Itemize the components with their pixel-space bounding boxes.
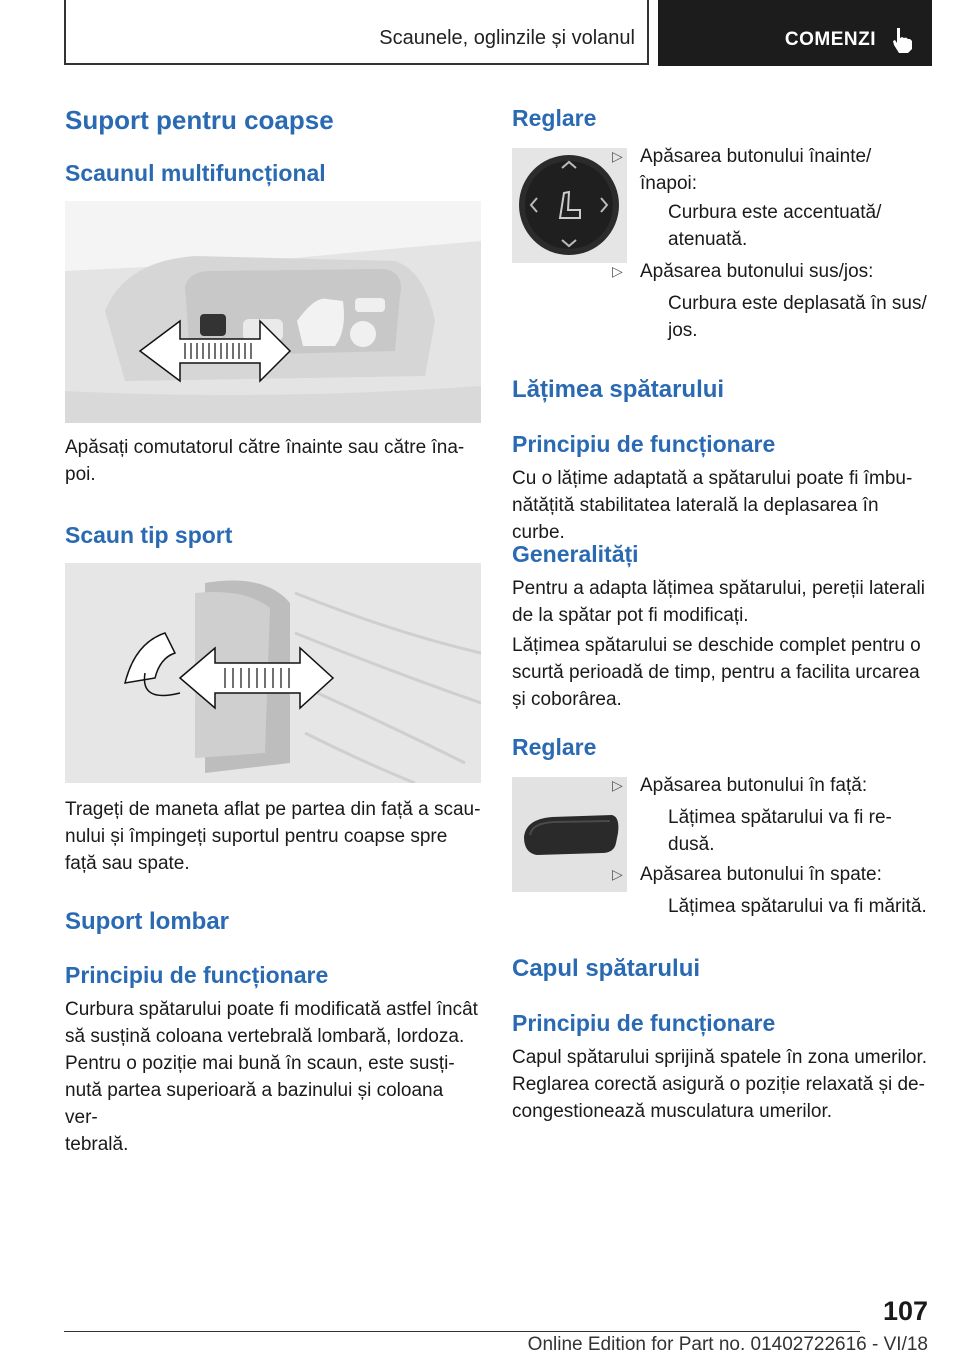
header-section-title: Scaunele, oglinzile și volanul xyxy=(379,27,635,49)
heading-adjust-lumbar: Reglare xyxy=(512,105,597,131)
step-press-back-result: Lățimea spătarului va fi mărită. xyxy=(668,896,927,917)
width-switch-image xyxy=(512,777,627,892)
step-press-front-result: Lățimea spătarului va fi re- dusă. xyxy=(668,807,892,855)
triangle-right-icon: ▷ xyxy=(612,148,623,164)
headrest-principle-text: Capul spătarului sprijină spatele în zona umerilor. Reglarea corectă asigură o poziție relaxată și de- congestionează musculatura umerilor. xyxy=(512,1047,928,1122)
step-forward-back: ▷ Apăsarea butonului înainte/ înapoi: xyxy=(640,143,930,197)
multifunction-seat-image xyxy=(65,201,481,423)
heading-headrest-principle: Principiu de funcționare xyxy=(512,1010,776,1036)
sport-seat-image xyxy=(65,563,481,783)
step-forward-back-result: Curbura este accentuată/ atenuată. xyxy=(668,202,882,250)
step-up-down: ▷ Apăsarea butonului sus/jos: xyxy=(640,258,930,285)
header-chapter-box xyxy=(658,0,932,66)
triangle-right-icon: ▷ xyxy=(612,263,623,279)
heading-lumbar-support: Suport lombar xyxy=(65,908,230,935)
step-up-down-result: Curbura este deplasată în sus/ jos. xyxy=(668,293,927,341)
general-text-1: Pentru a adapta lățimea spătarului, pereții laterali de la spătar pot fi modificați. xyxy=(512,578,925,626)
multifunction-seat-text: Apăsați comutatorul către înainte sau către îna- poi. xyxy=(65,437,465,485)
triangle-right-icon: ▷ xyxy=(612,866,623,882)
heading-multifunction-seat: Scaunul multifuncțional xyxy=(65,160,326,186)
header-section-box xyxy=(64,0,649,65)
heading-sport-seat: Scaun tip sport xyxy=(65,522,233,548)
triangle-right-icon: ▷ xyxy=(612,777,623,793)
step-press-front: ▷ Apăsarea butonului în față: xyxy=(640,772,930,799)
heading-lumbar-principle: Principiu de funcționare xyxy=(65,962,329,988)
step-press-back: ▷ Apăsarea butonului în spate: xyxy=(640,861,930,888)
heading-general: Generalități xyxy=(512,541,639,567)
footer-divider xyxy=(64,1331,860,1332)
lumbar-principle-text: Curbura spătarului poate fi modificată astfel încât să susțină coloana vertebrală lombară, lordoza. Pentru o poziție mai bună în scaun, este susți- nută partea superioară a bazinului și coloana ver- tebrală. xyxy=(65,999,478,1155)
sport-seat-text: Trageți de maneta aflat pe partea din față a scau- nului și împingeți suportul pentru coapse spre față sau spate. xyxy=(65,799,481,874)
hand-pointer-icon xyxy=(888,25,918,55)
lumbar-switch-image xyxy=(512,148,627,263)
footer-edition: Online Edition for Part no. 01402722616 - VI/18 xyxy=(527,1334,928,1355)
header-chapter-title: COMENZI xyxy=(784,29,876,50)
width-principle-text: Cu o lățime adaptată a spătarului poate fi îmbu- nătățită stabilitatea laterală la deplasarea în curbe. xyxy=(512,468,913,543)
page-number: 107 xyxy=(882,1296,928,1326)
heading-width-principle: Principiu de funcționare xyxy=(512,431,776,457)
heading-backrest-width: Lățimea spătarului xyxy=(512,376,725,403)
heading-headrest: Capul spătarului xyxy=(512,955,701,982)
heading-thigh-support: Suport pentru coapse xyxy=(65,105,334,135)
general-text-2: Lățimea spătarului se deschide complet pentru o scurtă perioadă de timp, pentru a facilita urcarea și coborârea. xyxy=(512,635,921,710)
heading-adjust-width: Reglare xyxy=(512,734,597,760)
